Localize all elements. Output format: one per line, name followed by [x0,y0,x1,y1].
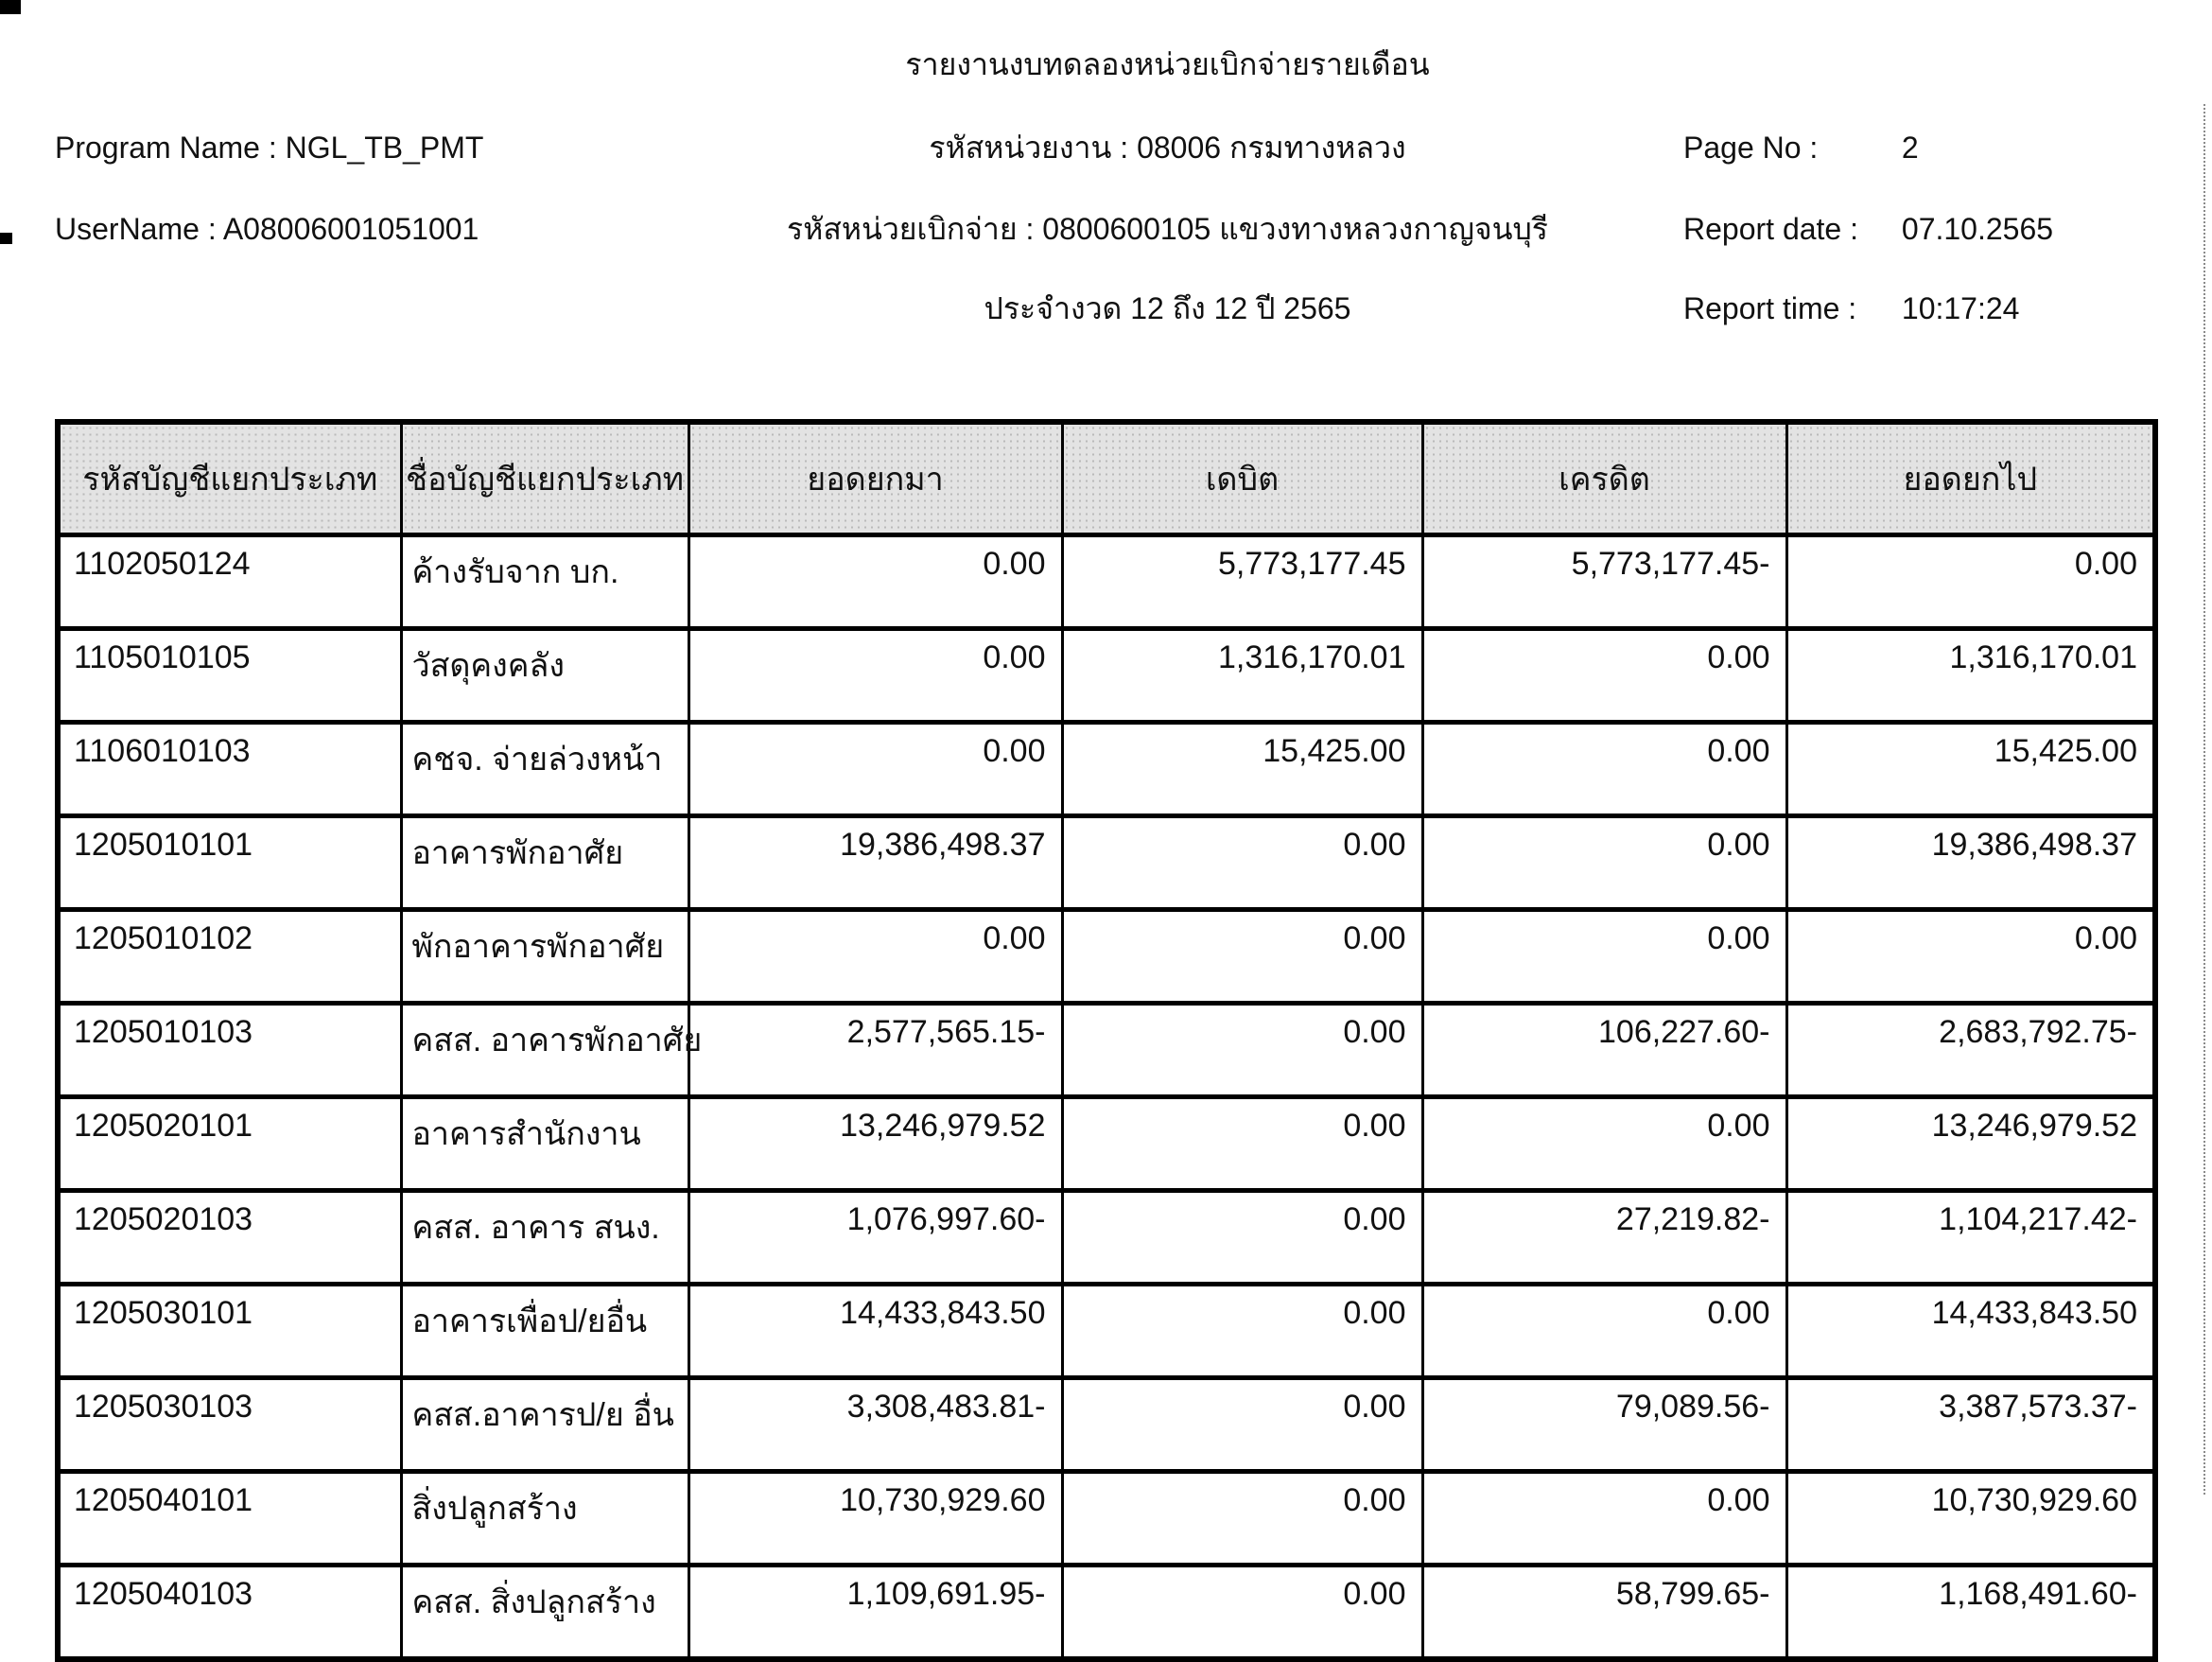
cell-account-name: ค้างรับจาก บก. [401,535,688,629]
cell-credit: 106,227.60- [1422,1004,1786,1097]
table-row [58,1378,2155,1472]
cell-account-code: 1105010105 [58,629,401,723]
cell-debit: 0.00 [1062,1191,1422,1285]
cell-account-code: 1106010103 [58,723,401,816]
report-date-label: Report date : [1683,212,1858,246]
table-row [58,816,2155,910]
table-header [58,422,2155,535]
cell-ending-balance: 1,316,170.01 [1786,629,2155,723]
program-name-label: Program Name : [55,131,277,165]
cell-credit: 0.00 [1422,723,1786,816]
cell-beginning-balance: 0.00 [688,535,1062,629]
cell-account-name: คสส.อาคารป/ย อื่น [401,1378,688,1472]
cell-ending-balance: 3,387,573.37- [1786,1378,2155,1472]
cell-credit: 0.00 [1422,1097,1786,1191]
cell-account-name: คสส. อาคารพักอาศัย [401,1004,688,1097]
cell-beginning-balance: 10,730,929.60 [688,1472,1062,1566]
cell-account-code: 1205020101 [58,1097,401,1191]
page-no-value: 2 [1901,131,1919,165]
cell-beginning-balance: 1,109,691.95- [688,1566,1062,1660]
cell-ending-balance: 2,683,792.75- [1786,1004,2155,1097]
program-name-value: NGL_TB_PMT [285,131,484,165]
cell-account-code: 1205020103 [58,1191,401,1285]
table-row [58,1004,2155,1097]
cell-account-code: 1102050124 [58,535,401,629]
cell-beginning-balance: 3,308,483.81- [688,1378,1062,1472]
cell-credit: 0.00 [1422,1472,1786,1566]
cell-credit: 27,219.82- [1422,1191,1786,1285]
cell-beginning-balance: 0.00 [688,910,1062,1004]
scan-corner-mark [0,0,21,14]
cell-credit: 0.00 [1422,816,1786,910]
cell-credit: 79,089.56- [1422,1378,1786,1472]
disbursement-unit-line: รหัสหน่วยเบิกจ่าย : 0800600105 แขวงทางหลวงกาญจนบุรี [787,212,1548,246]
cell-account-name: พักอาคารพักอาศัย [401,910,688,1004]
cell-account-code: 1205030103 [58,1378,401,1472]
cell-account-name: สิ่งปลูกสร้าง [401,1472,688,1566]
report-title: รายงานงบทดลองหน่วยเบิกจ่ายรายเดือน [905,47,1430,81]
table-row [58,1191,2155,1285]
table-row [58,1097,2155,1191]
cell-beginning-balance: 13,246,979.52 [688,1097,1062,1191]
table-row [58,723,2155,816]
cell-debit: 1,316,170.01 [1062,629,1422,723]
cell-credit: 5,773,177.45- [1422,535,1786,629]
cell-credit: 0.00 [1422,629,1786,723]
cell-beginning-balance: 14,433,843.50 [688,1285,1062,1378]
table-row [58,629,2155,723]
cell-credit: 58,799.65- [1422,1566,1786,1660]
cell-ending-balance: 0.00 [1786,910,2155,1004]
cell-credit: 0.00 [1422,910,1786,1004]
user-name-label: UserName : [55,212,217,246]
cell-account-name: วัสดุคงคลัง [401,629,688,723]
cell-beginning-balance: 0.00 [688,723,1062,816]
table-row [58,910,2155,1004]
column-header-debit: เดบิต [1062,422,1422,535]
cell-ending-balance: 1,104,217.42- [1786,1191,2155,1285]
cell-account-name: คสส. อาคาร สนง. [401,1191,688,1285]
cell-credit: 0.00 [1422,1285,1786,1378]
column-header-beginning-balance: ยอดยกมา [688,422,1062,535]
table-row [58,1472,2155,1566]
cell-beginning-balance: 1,076,997.60- [688,1191,1062,1285]
scan-speck-mark [0,233,12,244]
cell-debit: 0.00 [1062,1378,1422,1472]
cell-debit: 5,773,177.45 [1062,535,1422,629]
cell-beginning-balance: 19,386,498.37 [688,816,1062,910]
cell-ending-balance: 0.00 [1786,535,2155,629]
cell-account-name: คชจ. จ่ายล่วงหน้า [401,723,688,816]
cell-debit: 0.00 [1062,1097,1422,1191]
report-time-value: 10:17:24 [1901,291,2020,325]
cell-debit: 0.00 [1062,1004,1422,1097]
table-row [58,1285,2155,1378]
column-header-account-code: รหัสบัญชีแยกประเภท [58,422,401,535]
cell-account-code: 1205010102 [58,910,401,1004]
cell-beginning-balance: 0.00 [688,629,1062,723]
cell-account-name: อาคารเพื่อป/ยอื่น [401,1285,688,1378]
column-header-account-name: ชื่อบัญชีแยกประเภท [401,422,688,535]
report-time-label: Report time : [1683,291,1857,325]
agency-code-line: รหัสหน่วยงาน : 08006 กรมทางหลวง [929,131,1406,165]
period-line: ประจำงวด 12 ถึง 12 ปี 2565 [984,291,1351,325]
table-body [58,535,2155,1660]
table-header-row [58,422,2155,535]
cell-account-code: 1205040103 [58,1566,401,1660]
cell-ending-balance: 15,425.00 [1786,723,2155,816]
cell-debit: 0.00 [1062,816,1422,910]
cell-debit: 0.00 [1062,1285,1422,1378]
page-no-label: Page No : [1683,131,1819,165]
cell-account-code: 1205030101 [58,1285,401,1378]
table-row [58,1566,2155,1660]
cell-account-code: 1205010103 [58,1004,401,1097]
cell-account-name: อาคารสำนักงาน [401,1097,688,1191]
cell-ending-balance: 10,730,929.60 [1786,1472,2155,1566]
cell-account-name: คสส. สิ่งปลูกสร้าง [401,1566,688,1660]
cell-account-code: 1205040101 [58,1472,401,1566]
report-date-value: 07.10.2565 [1901,212,2054,246]
user-name-value: A08006001051001 [222,212,479,246]
report-time-line [1683,289,2019,327]
report-date-line [1683,210,2053,248]
column-header-ending-balance: ยอดยกไป [1786,422,2155,535]
cell-debit: 15,425.00 [1062,723,1422,816]
trial-balance-table [55,419,2158,1662]
cell-account-name: อาคารพักอาศัย [401,816,688,910]
cell-beginning-balance: 2,577,565.15- [688,1004,1062,1097]
cell-debit: 0.00 [1062,910,1422,1004]
cell-ending-balance: 13,246,979.52 [1786,1097,2155,1191]
page-no-line [1683,129,1919,166]
cell-ending-balance: 1,168,491.60- [1786,1566,2155,1660]
cell-debit: 0.00 [1062,1566,1422,1660]
column-header-credit: เครดิต [1422,422,1786,535]
cell-account-code: 1205010101 [58,816,401,910]
table-row [58,535,2155,629]
cell-ending-balance: 19,386,498.37 [1786,816,2155,910]
cell-ending-balance: 14,433,843.50 [1786,1285,2155,1378]
cell-debit: 0.00 [1062,1472,1422,1566]
